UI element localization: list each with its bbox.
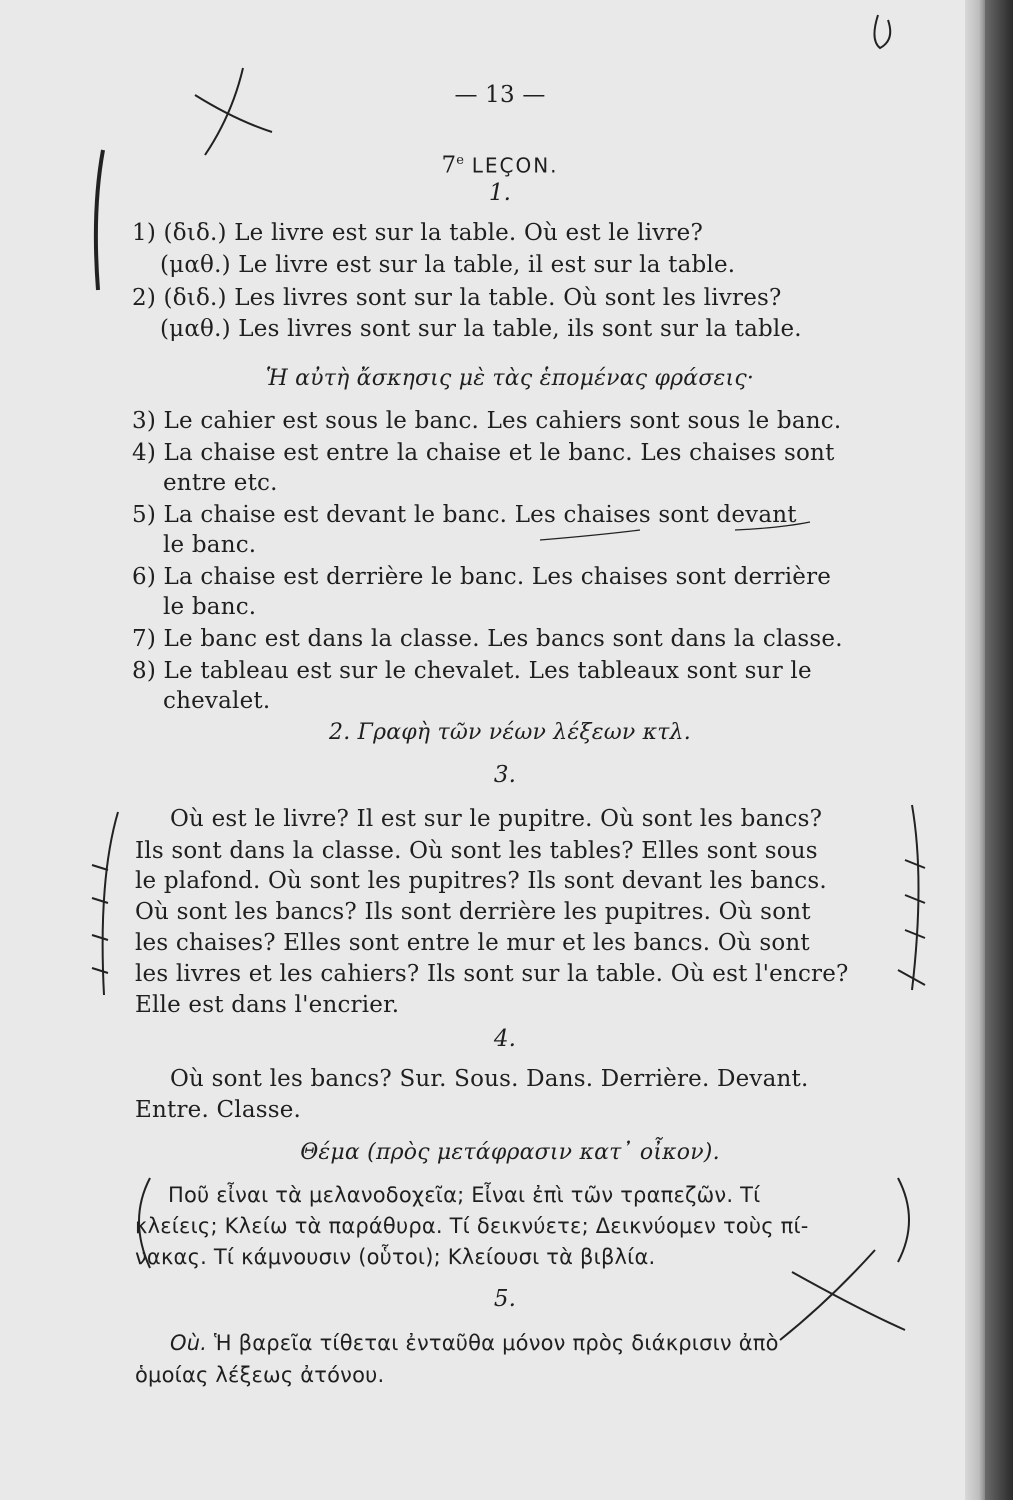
p3-line-2: Ils sont dans la classe. Où sont les tables? Elles sont sous xyxy=(135,838,818,864)
p3-line-4: Où sont les bancs? Ils sont derrière les pupitres. Où sont xyxy=(135,899,811,925)
cross-mark-top xyxy=(195,68,272,155)
theme-line-3: νακας. Τί κάμνουσιν (οὗτοι); Κλείουσι τὰ βιβλία. xyxy=(135,1245,656,1269)
ticks-left-p3 xyxy=(92,865,108,973)
line-7: 7) Le banc est dans la classe. Les bancs sont dans la classe. xyxy=(132,626,843,652)
lesson-number: 7 xyxy=(441,152,457,179)
line-6: 6) La chaise est derrière le banc. Les chaises sont derrière xyxy=(132,564,832,590)
line-3: 3) Le cahier est sous le banc. Les cahiers sont sous le banc. xyxy=(132,408,842,434)
p3-line-3: le plafond. Où sont les pupitres? Ils sont devant les bancs. xyxy=(135,868,827,894)
theme-heading: Θέμα (πρὸς μετάφρασιν κατ᾿ οἶκον). xyxy=(300,1140,720,1165)
lesson-word: LEÇON. xyxy=(471,153,559,178)
section-1: 1. xyxy=(488,180,512,206)
line-5b: le banc. xyxy=(163,532,257,558)
theme-line-2: κλείεις; Κλείω τὰ παράθυρα. Τί δεικνύετε; Δεικνύομεν τοὺς πί- xyxy=(135,1214,809,1238)
p5-line-2: ὁμοίας λέξεως ἀτόνου. xyxy=(135,1363,385,1387)
bracket-right-p3 xyxy=(912,805,919,990)
p5-text: Ἡ βαρεῖα τίθεται ἐνταῦθα μόνον πρὸς διάκρισιν ἀπὸ xyxy=(214,1331,779,1355)
line-8: 8) Le tableau est sur le chevalet. Les tableaux sont sur le xyxy=(132,658,812,684)
section-5: 5. xyxy=(493,1286,517,1312)
section-3: 3. xyxy=(493,762,517,788)
line-4b: entre etc. xyxy=(163,470,278,496)
p3-line-7: Elle est dans l'encrier. xyxy=(135,992,400,1018)
p5-word: Où. xyxy=(170,1331,208,1355)
line-1-3: 2) (διδ.) Les livres sont sur la table. Où sont les livres? xyxy=(132,285,782,311)
p3-line-5: les chaises? Elles sont entre le mur et les bancs. Où sont xyxy=(135,930,810,956)
page-edge xyxy=(965,0,985,1500)
line-1-1: 1) (διδ.) Le livre est sur la table. Où est le livre? xyxy=(132,220,704,246)
cross-mark-bottom xyxy=(780,1250,905,1340)
p3-line-1: Où est le livre? Il est sur le pupitre. Où sont les bancs? xyxy=(170,806,823,832)
line-4: 4) La chaise est entre la chaise et le banc. Les chaises sont xyxy=(132,440,835,466)
line-5: 5) La chaise est devant le banc. Les chaises sont devant xyxy=(132,502,797,528)
p4-line-1: Où sont les bancs? Sur. Sous. Dans. Derrière. Devant. xyxy=(170,1066,809,1092)
bracket-theme-right xyxy=(898,1178,909,1262)
section-4: 4. xyxy=(493,1026,517,1052)
p5-line-1 xyxy=(170,1328,779,1358)
p3-line-6: les livres et les cahiers? Ils sont sur la table. Où est l'encre? xyxy=(135,961,849,987)
line-8b: chevalet. xyxy=(163,688,271,714)
page-number: — 13 — xyxy=(454,82,546,108)
ticks-right-p3 xyxy=(898,860,925,985)
bracket-left-top xyxy=(96,150,103,290)
lesson-title xyxy=(380,146,620,181)
line-1-4: (μαθ.) Les livres sont sur la table, ils sont sur la table. xyxy=(160,316,802,342)
p4-line-2: Entre. Classe. xyxy=(135,1097,302,1123)
section-2: 2. Γραφὴ τῶν νέων λέξεων κτλ. xyxy=(329,720,691,745)
lesson-sup: e xyxy=(456,153,465,168)
check-mark-corner xyxy=(874,15,890,48)
bracket-left-p3 xyxy=(103,812,118,995)
exercise-heading: Ἡ αὐτὴ ἄσκησις μὲ τὰς ἑπομένας φράσεις· xyxy=(265,366,755,391)
book-spine-shadow xyxy=(985,0,1013,1500)
line-1-2: (μαθ.) Le livre est sur la table, il est sur la table. xyxy=(160,252,736,278)
theme-line-1: Ποῦ εἶναι τὰ μελανοδοχεῖα; Εἶναι ἐπὶ τῶν τραπεζῶν. Τί xyxy=(168,1183,761,1207)
line-6b: le banc. xyxy=(163,594,257,620)
